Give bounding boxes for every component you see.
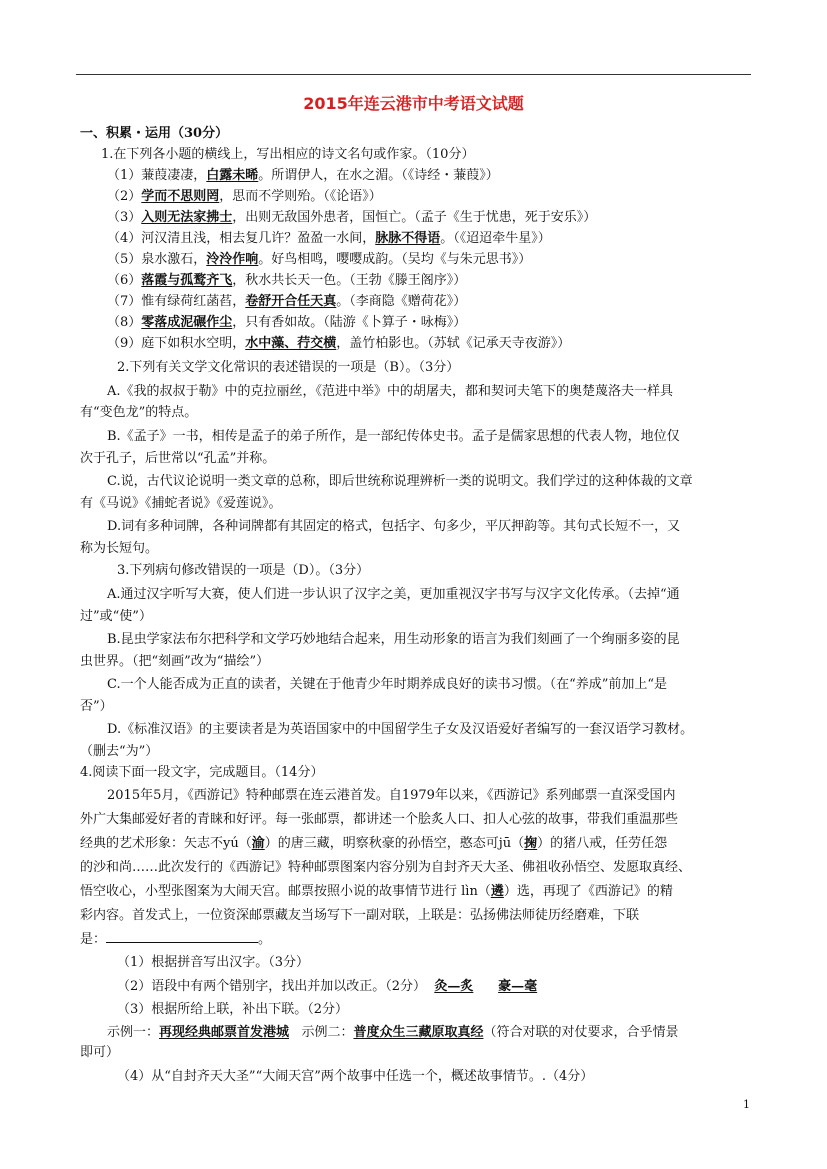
q2-option-line: B.《孟子》一书，相传是孟子的弟子所作，是一部纪传体史书。孟子是儒家思想的代表人物，地位仅 [107,429,680,444]
section-heading: 一、积累・运用（30分） [80,126,229,141]
q3-option-line: 否”） [80,699,113,714]
answer-text: 白露未晞 [206,168,259,183]
answer-blank [106,930,258,943]
answer-text: 泠泠作响 [206,252,259,267]
q1-item: （1）蒹葭凄凄，白露未晞。所谓伊人，在水之湄。（《诗经・蒹葭》） [107,168,499,183]
q1-item: （6）落霞与孤鹜齐飞，秋水共长天一色。（王勃《滕王阁序》） [107,273,467,288]
answer-text: 渝 [251,836,265,851]
answer-text: 再现经典邮票首发港城 [159,1025,290,1040]
q4-stem: 4.阅读下面一段文字，完成题目。（14分） [80,765,324,780]
q4-sub1: （1）根据拼音写出汉字。（3分） [117,955,310,970]
q1-item: （2）学而不思则罔，思而不学则殆。（《论语》） [107,189,382,204]
q4-example-cont: 即可） [80,1045,120,1060]
q2-option-line: 有“变色龙”的特点。 [80,405,198,420]
q3-option-line: 过”或“使”） [80,609,152,624]
q4-passage-line: 是： 。 [80,932,272,947]
answer-text: 豪—毫 [498,979,538,994]
header-rule [76,74,751,75]
q3-option-line: C.一个人能否成为正直的读者，关键在于他青少年时期养成良好的读书习惯。（在“养成”前加上“是 [107,677,668,692]
q1-item: （5）泉水激石，泠泠作响。好鸟相鸣，嘤嘤成韵。（吴均《与朱元思书》） [107,252,532,267]
q4-example: 示例一：再现经典邮票首发港城 示例二：普度众生三藏原取真经（符合对联的对仗要求，合乎情景 [107,1025,679,1040]
q2-option-line: 次于孔子，后世常以“孔孟”并称。 [80,451,276,466]
q4-passage-line: 悟空收心，小型张图案为大闹天宫。邮票按照小说的故事情节进行 lìn（遴）选，再现了《西游记》的精 [80,884,673,899]
page-title: 2015年连云港市中考语文试题 [303,94,524,113]
q3-option-line: （删去“为”） [80,744,159,759]
answer-text: 掬 [524,836,538,851]
answer-text: 灸—炙 [434,979,474,994]
q1-item: （3）入则无法家拂士，出则无敌国外患者，国恒亡。（孟子《生于忧患，死于安乐》） [107,210,597,225]
q4-passage-line: 外广大集邮爱好者的青睐和好评。每一张邮票，都讲述一个脍炙人口、扣人心弦的故事，带我们重温那些 [80,812,679,827]
q3-option-line: A.通过汉字听写大赛，使人们进一步认识了汉字之美，更加重视汉字书写与汉字文化传承。（去掉“通 [107,587,680,602]
answer-text: 普度众生三藏原取真经 [353,1025,484,1040]
answer-text: 入则无法家拂士 [141,210,233,225]
q4-sub3: （3）根据所给上联，补出下联。（2分） [117,1002,349,1017]
q1-item: （7）惟有绿荷红菡萏，卷舒开合任天真。（李商隐《赠荷花》） [107,294,467,309]
answer-text: 落霞与孤鹜齐飞 [141,273,233,288]
answer-text: 水中藻、荇交横 [245,336,337,351]
answer-text: 学而不思则罔 [141,189,220,204]
q2-option-line: D.词有多种词牌，各种词牌都有其固定的格式，包括字、句多少，平仄押韵等。其句式长短不一，又 [107,519,681,534]
q4-passage-line: 的沙和尚……此次发行的《西游记》特种邮票图案内容分别为自封齐天大圣、佛祖收孙悟空、发愿取真经、 [80,860,692,875]
answer-text: 零落成泥碾作尘 [141,315,233,330]
q2-option-line: C.说，古代议论说明一类文章的总称，即后世统称说理辨析一类的说明文。我们学过的这种体裁的文章 [107,474,693,489]
q2-option-line: 有《马说》《捕蛇者说》《爱莲说》。 [80,496,282,511]
answer-text: 遴 [490,884,504,899]
q4-passage-line: 2015年5月，《西游记》特种邮票在连云港首发。自1979年以来，《西游记》系列邮票一直深受国内 [107,788,676,803]
q2-option-line: A.《我的叔叔于勒》中的克拉丽丝，《范进中举》中的胡屠夫，都和契诃夫笔下的奥楚蔑洛夫一样具 [107,384,674,399]
q1-item: （8）零落成泥碾作尘，只有香如故。（陆游《卜算子・咏梅》） [107,315,467,330]
q1-item: （9）庭下如积水空明，水中藻、荇交横，盖竹柏影也。（苏轼《记承天寺夜游》） [107,336,571,351]
answer-text: 脉脉不得语 [375,231,441,246]
q1-stem: 1.在下列各小题的横线上，写出相应的诗文名句或作家。（10分） [101,147,475,162]
q4-sub4: （4）从“自封齐天大圣”“大闹天宫”两个故事中任选一个，概述故事情节。.（4分） [117,1069,594,1084]
q2-stem: 2.下列有关文学文化常识的表述错误的一项是（B）。（3分） [117,360,460,375]
q3-option-line: B.昆虫学家法布尔把科学和文学巧妙地结合起来，用生动形象的语言为我们刻画了一个绚丽多姿的昆 [107,632,680,647]
answer-text: 卷舒开合任天真 [245,294,337,309]
q3-option-line: 虫世界。（把“刻画”改为“描绘”） [80,654,270,669]
q4-sub2: （2）语段中有两个错别字，找出并加以改正。（2分） 灸—炙 豪—毫 [117,979,538,994]
q3-option-line: D.《标准汉语》的主要读者是为英语国家中的中国留学生子女及汉语爱好者编写的一套汉语学习教材。 [107,722,694,737]
q1-item: （4）河汉清且浅，相去复几许？盈盈一水间，脉脉不得语。（《迢迢牵牛星》） [107,231,551,246]
page-number: 1 [743,1098,750,1111]
q4-passage-line: 经典的艺术形象：矢志不yú（渝）的唐三藏，明察秋豪的孙悟空，憨态可jū（掬）的猪八戒，任劳任怨 [80,836,668,851]
q2-option-line: 称为长短句。 [80,541,159,556]
q3-stem: 3.下列病句修改错误的一项是（D）。（3分） [117,563,370,578]
q4-passage-line: 彩内容。首发式上，一位资深邮票藏友当场写下一副对联，上联是：弘扬佛法师徒历经磨难，下联 [80,908,640,923]
